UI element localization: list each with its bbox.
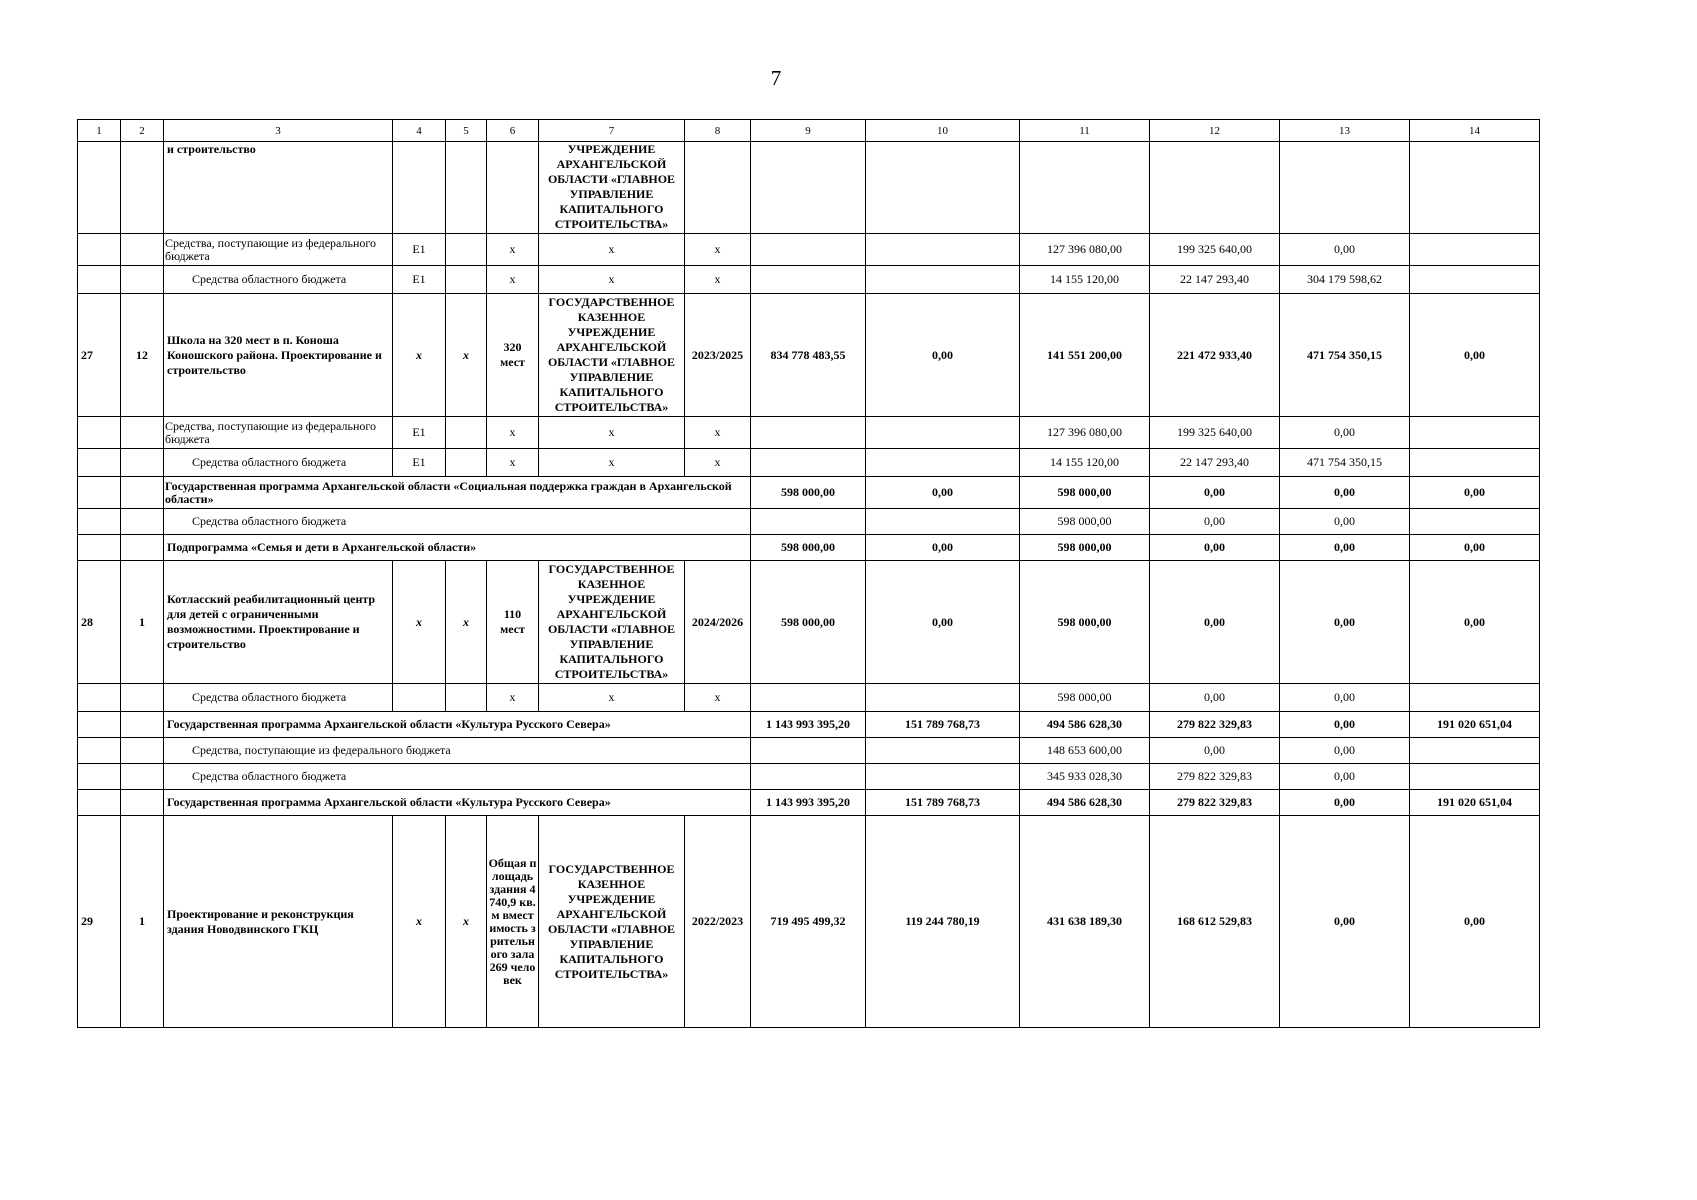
amount-cell: 598 000,00 [1020,561,1150,684]
program-name: Государственная программа Архангельской области «Социальная поддержка граждан в Архангельской области» [164,477,751,509]
column-number: 3 [164,120,393,142]
x-cell: x [446,816,487,1028]
amount-cell: 0,00 [1280,764,1410,790]
amount-cell: 199 325 640,00 [1150,234,1280,266]
amount-cell: 148 653 600,00 [1020,738,1150,764]
amount-cell: 0,00 [1280,477,1410,509]
amount-cell: 191 020 651,04 [1410,790,1540,816]
period-cell: 2022/2023 [685,816,751,1028]
amount-cell: 0,00 [1410,816,1540,1028]
column-number: 7 [539,120,685,142]
amount-cell: 279 822 329,83 [1150,764,1280,790]
amount-cell: 151 789 768,73 [866,712,1020,738]
program-row [78,477,1540,509]
column-number: 1 [78,120,121,142]
program-name: Государственная программа Архангельской области «Культура Русского Севера» [164,790,751,816]
column-number: 11 [1020,120,1150,142]
column-number: 9 [751,120,866,142]
amount-cell: 0,00 [1150,477,1280,509]
period-cell: 2024/2026 [685,561,751,684]
x-cell: х [539,266,685,294]
project-row [78,294,1540,417]
amount-cell: 0,00 [1150,684,1280,712]
amount-cell: 0,00 [1150,738,1280,764]
amount-cell: 598 000,00 [751,561,866,684]
funding-source: Средства, поступающие из федерального бюджета [164,417,393,449]
funding-source: Средства областного бюджета [164,764,751,790]
amount-cell: 0,00 [866,294,1020,417]
row-number: 27 [78,294,121,417]
amount-cell: 0,00 [1150,561,1280,684]
amount-cell: 0,00 [1410,477,1540,509]
amount-cell: 304 179 598,62 [1280,266,1410,294]
x-cell: х [539,417,685,449]
funding-source: Средства, поступающие из федерального бюджета [164,738,751,764]
sub-number: 12 [121,294,164,417]
x-cell: х [487,234,539,266]
amount-cell: 151 789 768,73 [866,790,1020,816]
subprogram-row [78,535,1540,561]
table-row [78,234,1540,266]
amount-cell: 221 472 933,40 [1150,294,1280,417]
amount-cell: 345 933 028,30 [1020,764,1150,790]
amount-cell: 0,00 [1410,535,1540,561]
x-cell: х [539,684,685,712]
code-cell: Е1 [393,234,446,266]
agency-name: УЧРЕЖДЕНИЕ АРХАНГЕЛЬСКОЙ ОБЛАСТИ «ГЛАВНОЕ УПРАВЛЕНИЕ КАПИТАЛЬНОГО СТРОИТЕЛЬСТВА» [539,142,685,234]
amount-cell: 1 143 993 395,20 [751,712,866,738]
code-cell: Е1 [393,449,446,477]
x-cell: х [487,417,539,449]
amount-cell: 279 822 329,83 [1150,712,1280,738]
subprogram-name: Подпрограмма «Семья и дети в Архангельской области» [164,535,751,561]
column-number: 12 [1150,120,1280,142]
amount-cell: 0,00 [1150,535,1280,561]
x-cell: х [487,266,539,294]
funding-source: Средства областного бюджета [164,449,393,477]
amount-cell: 22 147 293,40 [1150,266,1280,294]
amount-cell: 431 638 189,30 [1020,816,1150,1028]
amount-cell: 127 396 080,00 [1020,417,1150,449]
capacity-cell: Общая площадь здания 4740,9 кв. м вместимость зрительного зала 269 человек [487,816,539,1028]
amount-cell: 598 000,00 [751,535,866,561]
funding-source: Средства областного бюджета [164,266,393,294]
project-name: Школа на 320 мест в п. Коноша Коношского района. Проектирование и строительство [164,294,393,417]
column-number-row [78,120,1540,142]
x-cell: х [539,449,685,477]
amount-cell: 22 147 293,40 [1150,449,1280,477]
table-row [78,449,1540,477]
code-cell: Е1 [393,266,446,294]
amount-cell: 199 325 640,00 [1150,417,1280,449]
project-name: Котласский реабилитационный центр для детей с ограниченными возможностими. Проектирование и строительство [164,561,393,684]
x-cell: x [446,561,487,684]
x-cell: х [685,449,751,477]
amount-cell: 127 396 080,00 [1020,234,1150,266]
table-row [78,764,1540,790]
x-cell: x [393,294,446,417]
column-number: 4 [393,120,446,142]
amount-cell: 0,00 [866,561,1020,684]
amount-cell: 279 822 329,83 [1150,790,1280,816]
column-number: 5 [446,120,487,142]
funding-source: Средства областного бюджета [164,684,393,712]
column-number: 6 [487,120,539,142]
amount-cell: 0,00 [1410,294,1540,417]
funding-source: Средства областного бюджета [164,509,751,535]
column-number: 13 [1280,120,1410,142]
amount-cell: 0,00 [866,477,1020,509]
row-number: 29 [78,816,121,1028]
agency-name: ГОСУДАРСТВЕННОЕ КАЗЕННОЕ УЧРЕЖДЕНИЕ АРХАНГЕЛЬСКОЙ ОБЛАСТИ «ГЛАВНОЕ УПРАВЛЕНИЕ КАПИТАЛЬНОГО СТРОИТЕЛЬСТВА» [539,294,685,417]
amount-cell: 141 551 200,00 [1020,294,1150,417]
x-cell: х [685,234,751,266]
amount-cell: 0,00 [1280,816,1410,1028]
table-row [78,266,1540,294]
amount-cell: 0,00 [1410,561,1540,684]
funding-source: Средства, поступающие из федерального бюджета [164,234,393,266]
x-cell: х [685,684,751,712]
x-cell: х [487,449,539,477]
table-row [78,509,1540,535]
amount-cell: 598 000,00 [1020,684,1150,712]
agency-name: ГОСУДАРСТВЕННОЕ КАЗЕННОЕ УЧРЕЖДЕНИЕ АРХАНГЕЛЬСКОЙ ОБЛАСТИ «ГЛАВНОЕ УПРАВЛЕНИЕ КАПИТАЛЬНОГО СТРОИТЕЛЬСТВА» [539,561,685,684]
period-cell: 2023/2025 [685,294,751,417]
amount-cell: 119 244 780,19 [866,816,1020,1028]
x-cell: x [393,816,446,1028]
project-name: Проектирование и реконструкция здания Новодвинского ГКЦ [164,816,393,1028]
amount-cell: 0,00 [1280,234,1410,266]
project-name: и строительство [164,142,393,234]
amount-cell: 0,00 [1280,535,1410,561]
amount-cell: 494 586 628,30 [1020,712,1150,738]
program-row [78,790,1540,816]
capacity-cell: 320 мест [487,294,539,417]
x-cell: х [487,684,539,712]
row-number: 28 [78,561,121,684]
amount-cell: 0,00 [1280,417,1410,449]
column-number: 14 [1410,120,1540,142]
table-row [78,142,1540,234]
column-number: 10 [866,120,1020,142]
amount-cell: 494 586 628,30 [1020,790,1150,816]
column-number: 2 [121,120,164,142]
amount-cell: 0,00 [1280,712,1410,738]
table-row [78,417,1540,449]
x-cell: x [393,561,446,684]
amount-cell: 168 612 529,83 [1150,816,1280,1028]
amount-cell: 598 000,00 [751,477,866,509]
amount-cell: 0,00 [1280,790,1410,816]
amount-cell: 1 143 993 395,20 [751,790,866,816]
amount-cell: 14 155 120,00 [1020,449,1150,477]
amount-cell: 0,00 [1280,509,1410,535]
amount-cell: 598 000,00 [1020,509,1150,535]
project-row [78,561,1540,684]
amount-cell: 191 020 651,04 [1410,712,1540,738]
x-cell: х [685,266,751,294]
x-cell: х [539,234,685,266]
sub-number: 1 [121,561,164,684]
amount-cell: 719 495 499,32 [751,816,866,1028]
capacity-cell: 110 мест [487,561,539,684]
amount-cell: 598 000,00 [1020,477,1150,509]
amount-cell: 471 754 350,15 [1280,294,1410,417]
column-number: 8 [685,120,751,142]
amount-cell: 14 155 120,00 [1020,266,1150,294]
x-cell: х [685,417,751,449]
amount-cell: 0,00 [866,535,1020,561]
amount-cell: 834 778 483,55 [751,294,866,417]
amount-cell: 0,00 [1280,684,1410,712]
amount-cell: 0,00 [1150,509,1280,535]
budget-table [77,119,1540,1028]
agency-name: ГОСУДАРСТВЕННОЕ КАЗЕННОЕ УЧРЕЖДЕНИЕ АРХАНГЕЛЬСКОЙ ОБЛАСТИ «ГЛАВНОЕ УПРАВЛЕНИЕ КАПИТАЛЬНОГО СТРОИТЕЛЬСТВА» [539,816,685,1028]
sub-number: 1 [121,816,164,1028]
program-row [78,712,1540,738]
project-row [78,816,1540,1028]
program-name: Государственная программа Архангельской области «Культура Русского Севера» [164,712,751,738]
amount-cell: 0,00 [1280,561,1410,684]
code-cell: Е1 [393,417,446,449]
amount-cell: 598 000,00 [1020,535,1150,561]
amount-cell: 471 754 350,15 [1280,449,1410,477]
page-number: 7 [770,66,782,90]
amount-cell: 0,00 [1280,738,1410,764]
table-row [78,738,1540,764]
table-row [78,684,1540,712]
x-cell: x [446,294,487,417]
